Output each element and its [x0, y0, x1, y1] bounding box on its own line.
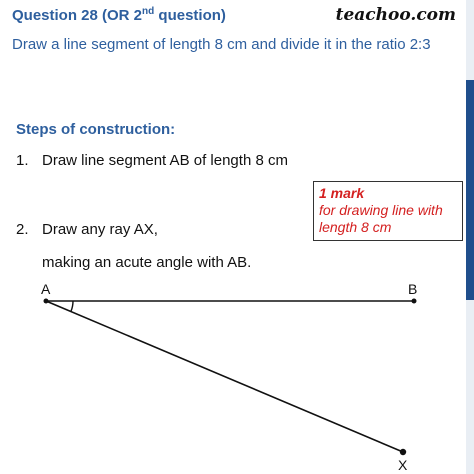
- step-2-text-line-2: making an acute angle with AB.: [42, 254, 252, 271]
- point-b-label: B: [408, 281, 418, 297]
- point-b-dot: [412, 299, 417, 304]
- question-suffix: question): [154, 7, 226, 24]
- step-2-text-line-1: Draw any ray AX,: [42, 221, 158, 238]
- step-1-number: 1.: [16, 152, 29, 169]
- point-x-label: X: [398, 457, 408, 473]
- mark-title: 1 mark: [319, 185, 365, 201]
- point-a-label: A: [41, 281, 51, 297]
- point-a-dot: [44, 299, 49, 304]
- ray-ax: [46, 301, 403, 452]
- mark-description: for drawing line with length 8 cm: [319, 202, 443, 235]
- acute-angle-arc: [71, 301, 73, 312]
- teachoo-logo: teachoo.com: [335, 5, 456, 25]
- question-prefix: Question 28 (OR 2: [12, 7, 143, 24]
- construction-figure: [0, 270, 474, 474]
- steps-heading: Steps of construction:: [16, 121, 176, 138]
- step-1-text: Draw line segment AB of length 8 cm: [42, 152, 288, 169]
- question-ordinal-sup: nd: [142, 6, 155, 17]
- step-2-number: 2.: [16, 221, 29, 238]
- mark-box: [313, 181, 463, 241]
- question-title: [12, 6, 226, 24]
- scrollbar-thumb[interactable]: [466, 80, 474, 300]
- point-x-dot: [400, 449, 406, 455]
- task-statement: Draw a line segment of length 8 cm and divide it in the ratio 2:3: [12, 36, 431, 53]
